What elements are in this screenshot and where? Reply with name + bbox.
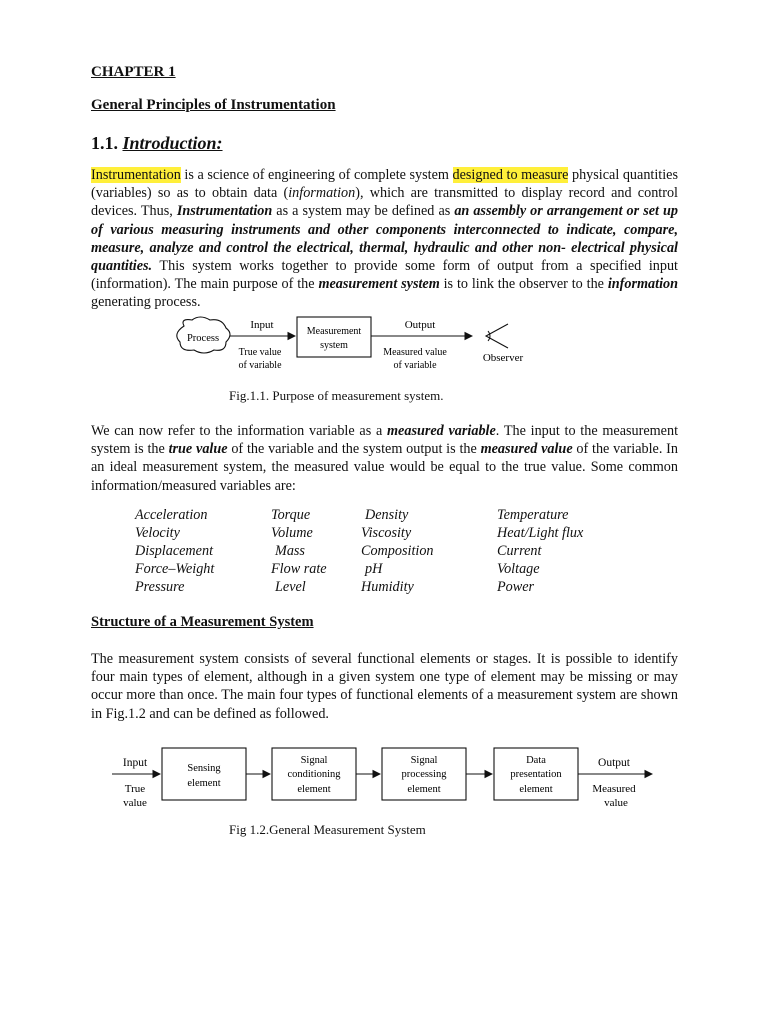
variables-table — [91, 507, 691, 597]
figure-2-caption: Fig 1.2.General Measurement System — [229, 822, 426, 837]
figure-1-caption: Fig.1.1. Purpose of measurement system. — [229, 388, 444, 403]
section-title: General Principles of Instrumentation — [91, 97, 336, 113]
figure-2-diagram — [104, 742, 664, 814]
processing-line3: element — [407, 784, 441, 795]
variable-cell: Acceleration — [135, 507, 208, 523]
bold-italic-span: measured value — [480, 441, 573, 458]
variable-cell: Temperature — [497, 507, 569, 523]
text-span: ), which are transmitted to display record and control devices. Thus, — [91, 185, 678, 220]
box-label-line2: system — [320, 340, 348, 351]
observer-eye-icon — [486, 324, 508, 348]
bold-italic-span: measurement system — [318, 276, 440, 293]
bold-italic-span: true value — [168, 441, 228, 458]
input-label: Input — [250, 319, 274, 331]
measured-value-label: Measured value — [383, 347, 447, 358]
variable-cell: pH — [365, 561, 383, 577]
presentation-line1: Data — [526, 755, 546, 766]
variables-row — [91, 525, 691, 543]
bold-italic-span: Instrumentation — [176, 203, 273, 220]
fig2-measured-value-label: value — [604, 797, 628, 809]
variable-cell: Level — [275, 579, 306, 595]
italic-span: information — [288, 185, 356, 202]
variable-cell: Torque — [271, 507, 311, 523]
variable-cell: Velocity — [135, 525, 180, 541]
observer-pupil-shape — [488, 331, 490, 341]
conditioning-line1: Signal — [300, 755, 328, 766]
text-span: generating process. — [91, 294, 201, 311]
variable-cell: Power — [497, 579, 535, 595]
true-value-label: True value — [238, 347, 282, 358]
variable-cell: Humidity — [361, 579, 414, 595]
variable-cell: Displacement — [135, 543, 214, 559]
presentation-line3: element — [519, 784, 553, 795]
variable-cell: Current — [497, 543, 542, 559]
intro-heading — [91, 133, 223, 154]
variables-row — [91, 507, 691, 525]
box-label-line1: Measurement — [306, 326, 362, 337]
text-span: of the variable. In an ideal measurement system, the measured value would be equal to the true value. Some common information/measured variables are: — [91, 441, 678, 494]
of-variable-label-2: of variable — [393, 360, 437, 371]
bold-italic-span: measured variable — [387, 423, 496, 439]
highlight-instrumentation: Instrumentation — [91, 167, 181, 183]
variable-cell: Pressure — [135, 579, 185, 595]
structure-heading: Structure of a Measurement System — [91, 614, 314, 630]
conditioning-line3: element — [297, 784, 331, 795]
text-span: is to link the observer to the — [439, 276, 608, 293]
figure-1-diagram — [170, 312, 530, 378]
intro-paragraph — [91, 166, 678, 312]
text-span: as a system may be defined as — [272, 203, 455, 220]
highlight-designed-to-measure: designed to measure — [452, 167, 569, 183]
fig2-input-label: Input — [122, 757, 148, 769]
intro-number: 1.1. — [91, 133, 118, 153]
structure-paragraph: The measurement system consists of several functional elements or stages. It is possible to identify four main types of element, although in a given system one type of element may be missing or may occur more than once. The main four types of functional elements of a measurement system are shown in Fig.1.2 and can be defined as followed. — [91, 651, 678, 722]
measurement-system-box — [297, 317, 371, 357]
conditioning-line2: conditioning — [287, 769, 341, 780]
variable-cell: Viscosity — [361, 525, 412, 541]
of-variable-label: of variable — [238, 360, 282, 371]
variable-cell: Voltage — [497, 561, 540, 577]
variable-cell: Flow rate — [271, 561, 327, 577]
text-span: of the variable and the system output is the — [227, 441, 481, 458]
fig2-measured-label: Measured — [592, 783, 636, 795]
variables-row — [91, 561, 691, 579]
fig2-true-label: True — [124, 783, 146, 795]
variables-row — [91, 543, 691, 561]
bold-italic-span: information — [607, 276, 678, 293]
measured-variable-paragraph — [91, 422, 678, 495]
text-span: . The input to the measurement system is the — [91, 423, 679, 458]
observer-label: Observer — [482, 352, 524, 364]
variables-row — [91, 579, 691, 597]
processing-line2: processing — [401, 769, 447, 780]
variable-cell: Density — [365, 507, 409, 523]
text-span: We can now refer to the information variable as a — [91, 423, 388, 439]
text-span: physical quantities (variables) so as to obtain data ( — [91, 167, 678, 202]
presentation-line2: presentation — [510, 769, 562, 780]
variable-cell: Force–Weight — [135, 561, 215, 577]
definition-span: an assembly or arrangement or set up of various measuring instruments and other components interconnected to indicate, compare, measure, analyze and control the electrical, thermal, hydraulic and other non- electrical physical quantities. — [91, 203, 678, 275]
variable-cell: Heat/Light flux — [497, 525, 584, 541]
text-span: is a science of engineering of complete system — [180, 167, 453, 183]
sensing-element-box — [162, 748, 246, 800]
variable-cell: Mass — [275, 543, 305, 559]
variable-cell: Composition — [361, 543, 434, 559]
chapter-heading: CHAPTER 1 — [91, 64, 176, 80]
fig2-value-label: value — [123, 797, 147, 809]
processing-line1: Signal — [410, 755, 438, 766]
variable-cell: Volume — [271, 525, 313, 541]
process-label: Process — [186, 333, 220, 344]
text-span: This system works together to provide some form of output from a specified input (information). The main purpose of the — [91, 258, 678, 293]
intro-title: Introduction: — [122, 133, 223, 153]
sensing-line1: Sensing — [187, 763, 221, 774]
sensing-line2: element — [187, 778, 221, 789]
output-label: Output — [404, 319, 436, 331]
fig2-output-label: Output — [598, 757, 630, 769]
